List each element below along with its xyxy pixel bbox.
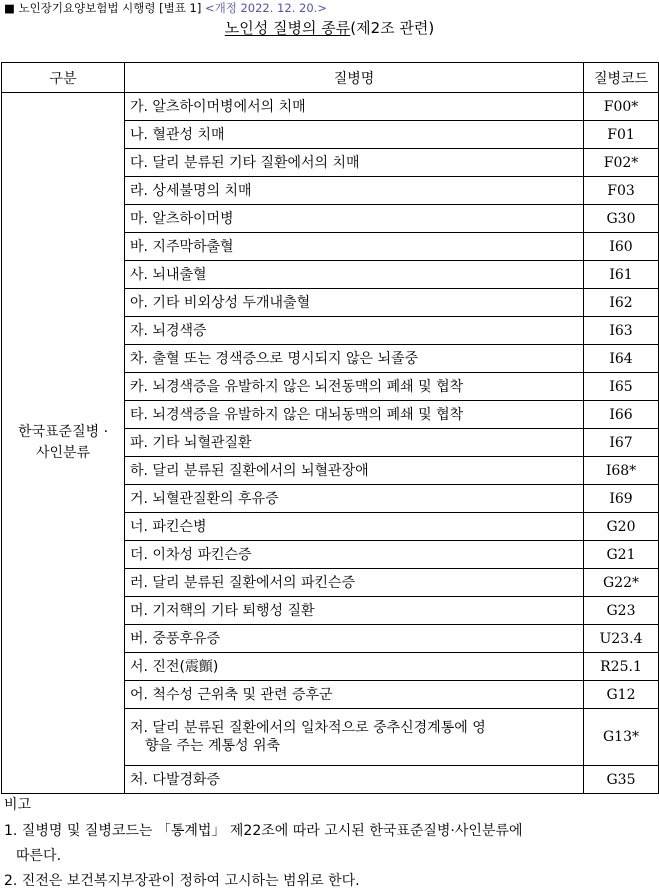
disease-code: I60 (584, 233, 659, 261)
disease-name: 하. 달리 분류된 질환에서의 뇌혈관장애 (125, 457, 584, 485)
disease-name: 더. 이차성 파킨슨증 (125, 541, 584, 569)
disease-code: I68* (584, 457, 659, 485)
law-reference: 노인장기요양보험법 시행령 [별표 1] (18, 1, 202, 15)
disease-code: U23.4 (584, 625, 659, 653)
disease-name: 마. 알츠하이머병 (125, 205, 584, 233)
disease-code: I69 (584, 485, 659, 513)
disease-code: I67 (584, 429, 659, 457)
disease-code: F00* (584, 93, 659, 121)
disease-code: I62 (584, 289, 659, 317)
disease-code: G20 (584, 513, 659, 541)
disease-name: 어. 척수성 근위축 및 관련 증후군 (125, 681, 584, 709)
disease-name: 차. 출혈 또는 경색증으로 명시되지 않은 뇌졸중 (125, 345, 584, 373)
disease-name: 버. 중풍후유증 (125, 625, 584, 653)
notes-section (4, 794, 658, 894)
disease-name: 나. 혈관성 치매 (125, 121, 584, 149)
note-item-2: 2. 진전은 보건복지부장관이 정하여 고시하는 범위로 한다. (4, 873, 360, 889)
disease-name: 사. 뇌내출혈 (125, 261, 584, 289)
document-title (0, 17, 659, 39)
square-bullet-icon: ■ (4, 1, 15, 15)
disease-code: I61 (584, 261, 659, 289)
disease-name: 가. 알츠하이머병에서의 치매 (125, 93, 584, 121)
disease-code: G35 (584, 766, 659, 794)
disease-code: I65 (584, 373, 659, 401)
disease-code: G21 (584, 541, 659, 569)
disease-code: I63 (584, 317, 659, 345)
disease-name: 머. 기저핵의 기타 퇴행성 질환 (125, 597, 584, 625)
disease-name: 파. 기타 뇌혈관질환 (125, 429, 584, 457)
disease-code: F03 (584, 177, 659, 205)
disease-code: I66 (584, 401, 659, 429)
column-header-category: 구분 (2, 63, 125, 93)
disease-code: I64 (584, 345, 659, 373)
note-item-1-line2: 따른다. (16, 848, 62, 864)
disease-code: G22* (584, 569, 659, 597)
disease-code: G12 (584, 681, 659, 709)
column-header-disease-code: 질병코드 (584, 63, 659, 93)
category-cell (2, 93, 125, 794)
disease-code: F01 (584, 121, 659, 149)
disease-name: 다. 달리 분류된 기타 질환에서의 치매 (125, 149, 584, 177)
document-title-sub: (제2조 관련) (350, 19, 435, 37)
table-header-row (2, 63, 659, 93)
disease-name: 아. 기타 비외상성 두개내출혈 (125, 289, 584, 317)
column-header-disease-name: 질병명 (125, 63, 584, 93)
revision-note: <개정 2022. 12. 20.> (204, 1, 327, 15)
category-label-line2: 사인분류 (35, 445, 91, 461)
disease-name-line2: 향을 주는 계통성 위축 (145, 738, 281, 754)
disease-code: G23 (584, 597, 659, 625)
note-item-1 (4, 819, 658, 869)
disease-name: 서. 진전(震顫) (125, 653, 584, 681)
disease-table (1, 62, 659, 794)
disease-code: G13* (584, 709, 659, 766)
disease-name-line1: 저. 달리 분류된 질환에서의 일차적으로 중추신경계통에 영 (130, 720, 486, 736)
note-item-1-line1: 1. 질병명 및 질병코드는 「통계법」 제22조에 따라 고시된 한국표준질병·사인분류에 (4, 823, 523, 839)
table-row (2, 93, 659, 121)
disease-code: G30 (584, 205, 659, 233)
disease-code: F02* (584, 149, 659, 177)
disease-name: 처. 다발경화증 (125, 766, 584, 794)
disease-name: 거. 뇌혈관질환의 후유증 (125, 485, 584, 513)
disease-name: 너. 파킨슨병 (125, 513, 584, 541)
disease-name: 러. 달리 분류된 질환에서의 파킨슨증 (125, 569, 584, 597)
disease-name: 바. 지주막하출혈 (125, 233, 584, 261)
disease-name (125, 709, 584, 766)
category-label-line1: 한국표준질병 · (17, 424, 109, 440)
disease-name: 라. 상세불명의 치매 (125, 177, 584, 205)
law-reference-header (4, 0, 327, 16)
disease-name: 카. 뇌경색증을 유발하지 않은 뇌전동맥의 폐쇄 및 협착 (125, 373, 584, 401)
notes-heading: 비고 (4, 797, 32, 813)
disease-name: 자. 뇌경색증 (125, 317, 584, 345)
disease-code: R25.1 (584, 653, 659, 681)
document-title-main: 노인성 질병의 종류 (224, 19, 351, 37)
disease-name: 타. 뇌경색증을 유발하지 않은 대뇌동맥의 폐쇄 및 협착 (125, 401, 584, 429)
